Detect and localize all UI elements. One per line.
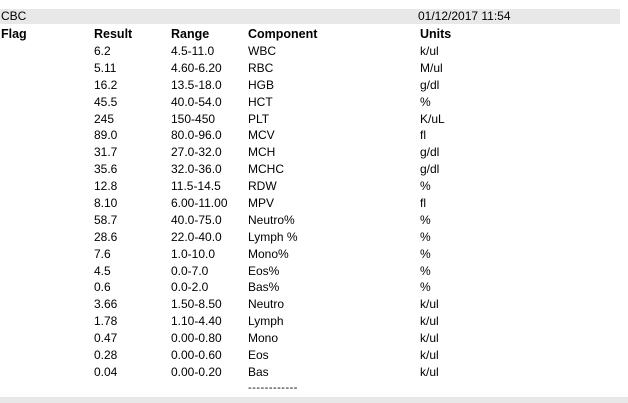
result-value: 12.8 [94, 179, 118, 194]
units-value: % [420, 94, 431, 109]
component-name: MPV [248, 196, 275, 211]
result-value: 0.04 [94, 364, 118, 379]
table-row [0, 279, 620, 296]
units-value: % [420, 280, 431, 295]
table-row [0, 161, 620, 178]
result-value: 0.47 [94, 331, 118, 346]
units-value: k/ul [420, 331, 439, 346]
table-row [0, 77, 620, 94]
component-name: Bas% [248, 280, 280, 295]
table-row [0, 364, 620, 381]
table-row [0, 212, 620, 229]
result-value: 35.6 [94, 162, 118, 177]
result-value: 0.28 [94, 348, 118, 363]
reference-range: 80.0-96.0 [171, 128, 222, 143]
units-value: k/ul [420, 364, 439, 379]
bottom-bar [0, 397, 628, 403]
reference-range: 4.5-11.0 [171, 44, 215, 58]
result-value: 6.2 [94, 44, 111, 58]
reference-range: 1.10-4.40 [171, 314, 222, 329]
table-row [0, 296, 620, 313]
component-name: Lymph % [248, 229, 298, 244]
component-name: Neutro [248, 297, 285, 312]
reference-range: 1.50-8.50 [171, 297, 222, 312]
units-value: k/ul [420, 297, 439, 312]
table-row [0, 263, 620, 280]
reference-range: 0.0-2.0 [171, 280, 209, 295]
reference-range: 11.5-14.5 [171, 179, 221, 194]
table-row [0, 347, 620, 364]
report-title: CBC [1, 9, 27, 23]
reference-range: 0.00-0.60 [171, 348, 222, 363]
component-name: Mono% [248, 246, 289, 261]
units-value: k/ul [420, 348, 439, 363]
report-title-bar [0, 9, 620, 24]
units-value: fl [420, 196, 426, 211]
units-value: % [420, 263, 431, 278]
component-name: Neutro% [248, 212, 295, 227]
result-value: 28.6 [94, 229, 118, 244]
units-value: fl [420, 128, 426, 143]
units-value: g/dl [420, 77, 440, 92]
result-value: 4.5 [94, 263, 111, 278]
reference-range: 150-450 [171, 111, 216, 126]
component-name: MCHC [248, 162, 284, 177]
header-units: Units [420, 27, 452, 41]
table-row [0, 313, 620, 330]
component-name: WBC [248, 44, 276, 58]
result-value: 245 [94, 111, 115, 126]
table-row [0, 60, 620, 77]
reference-range: 6.00-11.00 [171, 196, 228, 211]
header-range: Range [171, 27, 210, 41]
units-value: K/uL [420, 111, 445, 126]
table-row [0, 43, 620, 60]
component-name: HCT [248, 94, 273, 109]
result-value: 16.2 [94, 77, 118, 92]
reference-range: 13.5-18.0 [171, 77, 222, 92]
component-name: Lymph [248, 314, 284, 329]
result-value: 8.10 [94, 196, 118, 211]
units-value: M/ul [420, 60, 443, 75]
header-result: Result [94, 27, 133, 41]
reference-range: 32.0-36.0 [171, 162, 222, 177]
reference-range: 4.60-6.20 [171, 60, 222, 75]
table-row [0, 246, 620, 263]
results-table [0, 43, 620, 381]
result-value: 45.5 [94, 94, 118, 109]
result-value: 0.6 [94, 280, 111, 295]
units-value: % [420, 212, 431, 227]
component-name: RDW [248, 179, 277, 194]
separator-line: ------------ [248, 382, 298, 394]
component-name: PLT [248, 111, 270, 126]
table-row [0, 144, 620, 161]
reference-range: 27.0-32.0 [171, 145, 222, 160]
table-row [0, 94, 620, 111]
reference-range: 40.0-54.0 [171, 94, 222, 109]
table-row [0, 178, 620, 195]
units-value: g/dl [420, 145, 440, 160]
units-value: % [420, 179, 431, 194]
reference-range: 40.0-75.0 [171, 212, 222, 227]
result-value: 31.7 [94, 145, 118, 160]
units-value: k/ul [420, 314, 439, 329]
table-row [0, 330, 620, 347]
component-name: Eos% [248, 263, 280, 278]
component-name: Mono [248, 331, 279, 346]
component-name: Eos [248, 348, 269, 363]
component-name: MCV [248, 128, 275, 143]
component-name: HGB [248, 77, 275, 92]
reference-range: 22.0-40.0 [171, 229, 222, 244]
units-value: g/dl [420, 162, 440, 177]
result-value: 5.11 [94, 60, 117, 75]
header-flag: Flag [1, 27, 27, 41]
result-value: 1.78 [94, 314, 118, 329]
component-name: RBC [248, 60, 274, 75]
table-row [0, 195, 620, 212]
table-row [0, 229, 620, 246]
header-component: Component [248, 27, 318, 41]
table-row [0, 111, 620, 128]
table-row [0, 127, 620, 144]
component-name: Bas [248, 364, 269, 379]
reference-range: 1.0-10.0 [171, 246, 216, 261]
reference-range: 0.0-7.0 [171, 263, 209, 278]
reference-range: 0.00-0.80 [171, 331, 222, 346]
component-name: MCH [248, 145, 276, 160]
report-datetime: 01/12/2017 11:54 [418, 9, 511, 23]
result-value: 58.7 [94, 212, 118, 227]
units-value: % [420, 229, 431, 244]
result-value: 3.66 [94, 297, 118, 312]
result-value: 89.0 [94, 128, 118, 143]
units-value: k/ul [420, 44, 439, 58]
units-value: % [420, 246, 431, 261]
reference-range: 0.00-0.20 [171, 364, 222, 379]
result-value: 7.6 [94, 246, 111, 261]
